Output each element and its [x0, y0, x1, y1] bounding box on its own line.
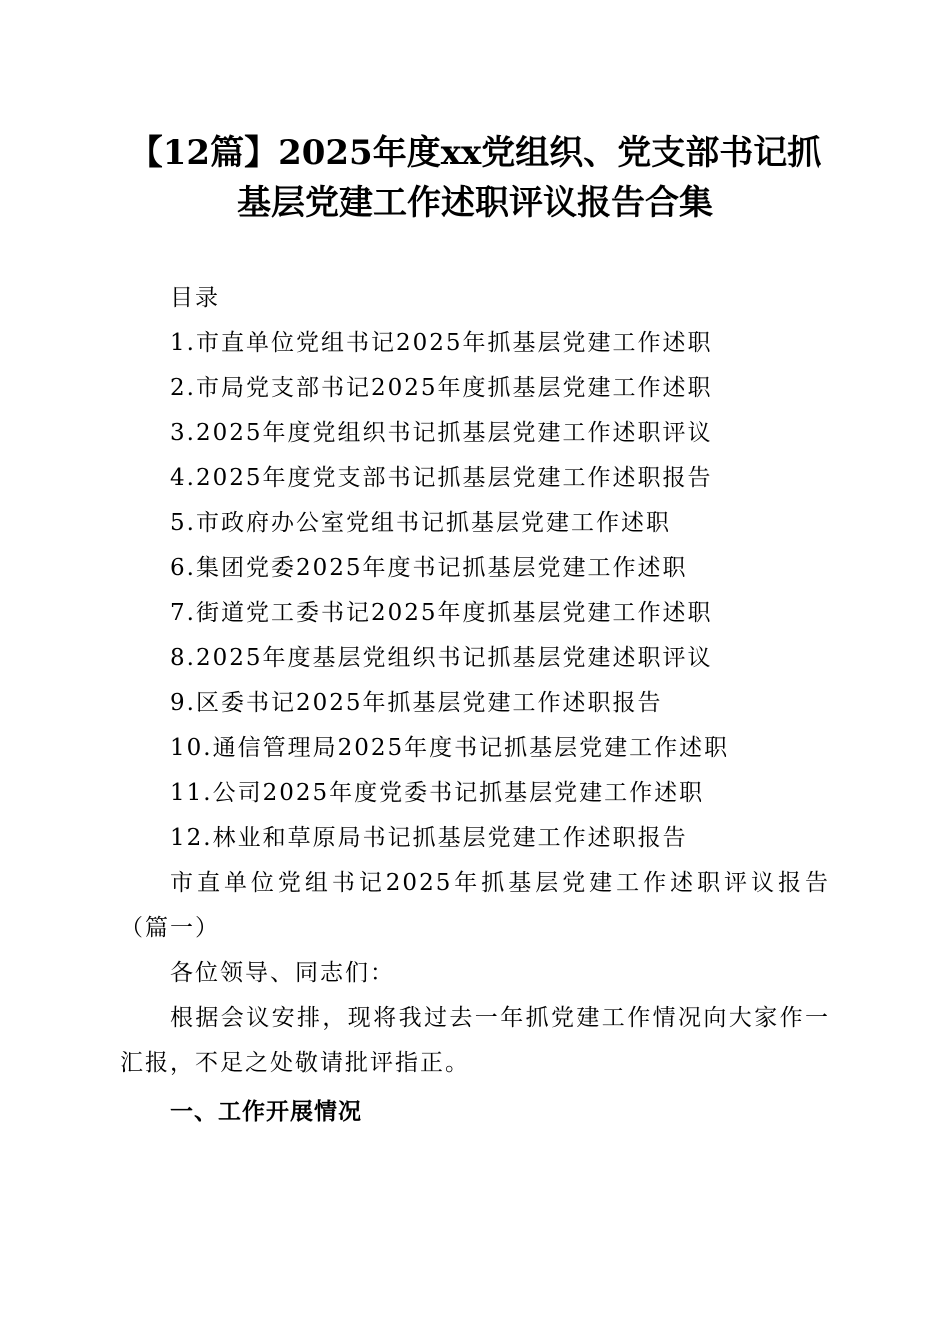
toc-item: 6.集团党委2025年度书记抓基层党建工作述职 [170, 555, 688, 581]
document-title [110, 128, 840, 228]
toc-item: 11.公司2025年度党委书记抓基层党建工作述职 [170, 780, 705, 806]
toc-item: 5.市政府办公室党组书记抓基层党建工作述职 [170, 510, 671, 536]
toc-item: 7.街道党工委书记2025年度抓基层党建工作述职 [170, 600, 713, 626]
toc-item: 3.2025年度党组织书记抓基层党建工作述职评议 [170, 420, 713, 446]
toc-item: 10.通信管理局2025年度书记抓基层党建工作述职 [170, 735, 730, 761]
table-of-contents [120, 321, 830, 861]
toc-item: 8.2025年度基层党组织书记抓基层党建述职评议 [170, 645, 713, 671]
toc-item: 2.市局党支部书记2025年度抓基层党建工作述职 [170, 375, 713, 401]
salutation: 各位领导、同志们： [170, 960, 395, 986]
toc-item: 4.2025年度党支部书记抓基层党建工作述职报告 [170, 465, 713, 491]
toc-item: 12.林业和草原局书记抓基层党建工作述职报告 [170, 825, 688, 851]
section-heading: 一、工作开展情况 [170, 1099, 362, 1125]
toc-heading: 目录 [170, 285, 220, 311]
document-title-line-1: 【12篇】2025年度xx党组织、党支部书记抓 [128, 133, 822, 173]
toc-item: 1.市直单位党组书记2025年抓基层党建工作述职 [170, 330, 713, 356]
intro-paragraph: 根据会议安排，现将我过去一年抓党建工作情况向大家作一汇报，不足之处敬请批评指正。 [120, 1005, 830, 1076]
document-body [120, 276, 830, 1135]
toc-item: 9.区委书记2025年抓基层党建工作述职报告 [170, 690, 663, 716]
document-title-line-2: 基层党建工作述职评议报告合集 [237, 183, 713, 223]
article-title: 市直单位党组书记2025年抓基层党建工作述职评议报告（篇一） [120, 870, 830, 941]
